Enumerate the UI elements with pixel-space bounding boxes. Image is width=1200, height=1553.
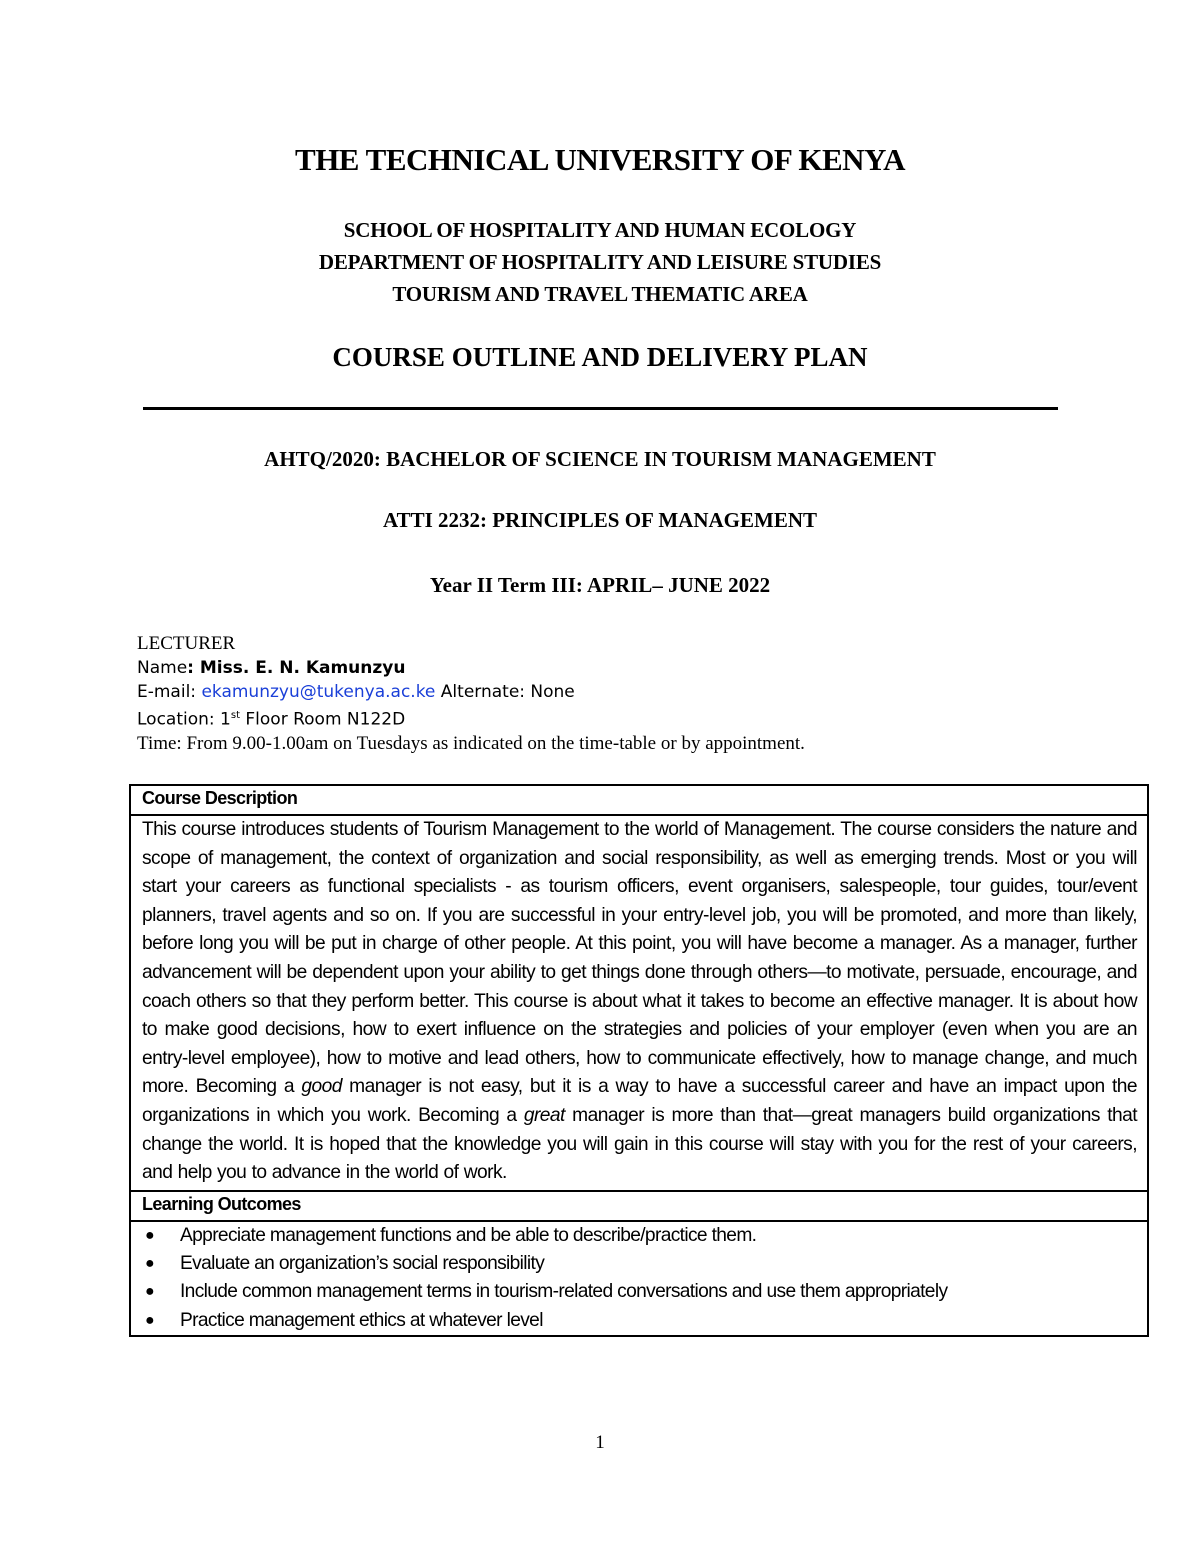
program-title: AHTQ/2020: BACHELOR OF SCIENCE IN TOURISM MANAGEMENT [264,447,936,471]
alternate-email: Alternate: None [435,682,575,702]
list-item [145,1222,1137,1250]
lecturer-name-row [137,656,805,680]
bullet-icon: ● [145,1311,155,1329]
course-description-heading: Course Description [130,785,1148,815]
email-link[interactable]: ekamunzyu@tukenya.ac.ke [201,682,436,702]
lecturer-heading: LECTURER [137,633,236,654]
school-name: SCHOOL OF HOSPITALITY AND HUMAN ECOLOGY [343,218,857,242]
description-part-2: manager is not easy, but it is a way to have a successful career and have an impact upon the organizations in which you work. Becoming a [142,1076,1137,1126]
location-value: Floor Room N122D [240,709,406,730]
learning-outcomes-heading: Learning Outcomes [130,1191,1148,1221]
lecturer-location-row [137,704,805,732]
bullet-icon: ● [145,1255,155,1273]
lecturer-time-row: Time: From 9.00-1.00am on Tuesdays as indicated on the time-table or by appointment. [137,732,805,754]
term-title: Year II Term III: APRIL– JUNE 2022 [429,573,771,597]
document-title: COURSE OUTLINE AND DELIVERY PLAN [332,342,868,372]
description-part-1: This course introduces students of Tourism Management to the world of Management. The course considers the nature and scope of management, the context of organization and social responsibility, as well as emerging trends. Most or you will start your careers as functional specialists - as tourism officers, event organisers, salespeople, tour guides, tour/event planners, travel agents and so on. If you are successful in your entry-level job, you will be promoted, and more than likely, before long you will be put in charge of other people. At this point, you will have become a manager. As a manager, further advancement will be dependent upon your ability to get things done through others—to motivate, persuade, encourage, and coach others so that they perform better. This course is about what it takes to become an effective manager. It is about how to make good decisions, how to exert influence on the strategies and policies of your employer (even when you are an entry-level employee), how to motive and lead others, how to communicate effectively, how to manage change, and much more. Becoming a [142,819,1137,1098]
list-item [145,1278,1137,1306]
page-number: 1 [595,1432,605,1453]
course-info-table [129,784,1149,1337]
bullet-icon: ● [145,1283,155,1301]
header-divider [143,407,1058,410]
university-title: THE TECHNICAL UNIVERSITY OF KENYA [295,142,905,177]
description-part-3: manager is more than that—great managers build organizations that change the world. It is hoped that the knowledge you will gain in this course will stay with you for the rest of your careers, and help you to advance in the world of work. [142,1104,1137,1184]
bullet-icon: ● [145,1226,155,1244]
thematic-area: TOURISM AND TRAVEL THEMATIC AREA [392,282,808,306]
outcome-text: Evaluate an organization’s social responsibility [180,1253,545,1275]
list-item [145,1307,1137,1335]
course-title: ATTI 2232: PRINCIPLES OF MANAGEMENT [382,508,818,532]
lecturer-email-row [137,680,805,704]
outcome-text: Appreciate management functions and be able to describe/practice them. [180,1224,757,1246]
lecturer-section [137,632,805,756]
location-sup: st [230,710,240,721]
outcome-text: Include common management terms in tourism-related conversations and use them appropriately [180,1281,948,1303]
course-description-text [130,815,1148,1191]
list-item [145,1250,1137,1278]
learning-outcomes-cell [130,1221,1148,1336]
lecturer-name: : Miss. E. N. Kamunzyu [187,658,406,678]
department-name: DEPARTMENT OF HOSPITALITY AND LEISURE STUDIES [318,250,882,274]
email-label: E-mail: [137,682,202,702]
outcome-text: Practice management ethics at whatever level [180,1309,543,1331]
learning-outcomes-list [145,1222,1137,1335]
description-emphasis-great: great [523,1104,565,1126]
name-label: Name [137,658,188,678]
location-label: Location: 1 [137,709,231,730]
description-emphasis-good: good [301,1076,342,1098]
